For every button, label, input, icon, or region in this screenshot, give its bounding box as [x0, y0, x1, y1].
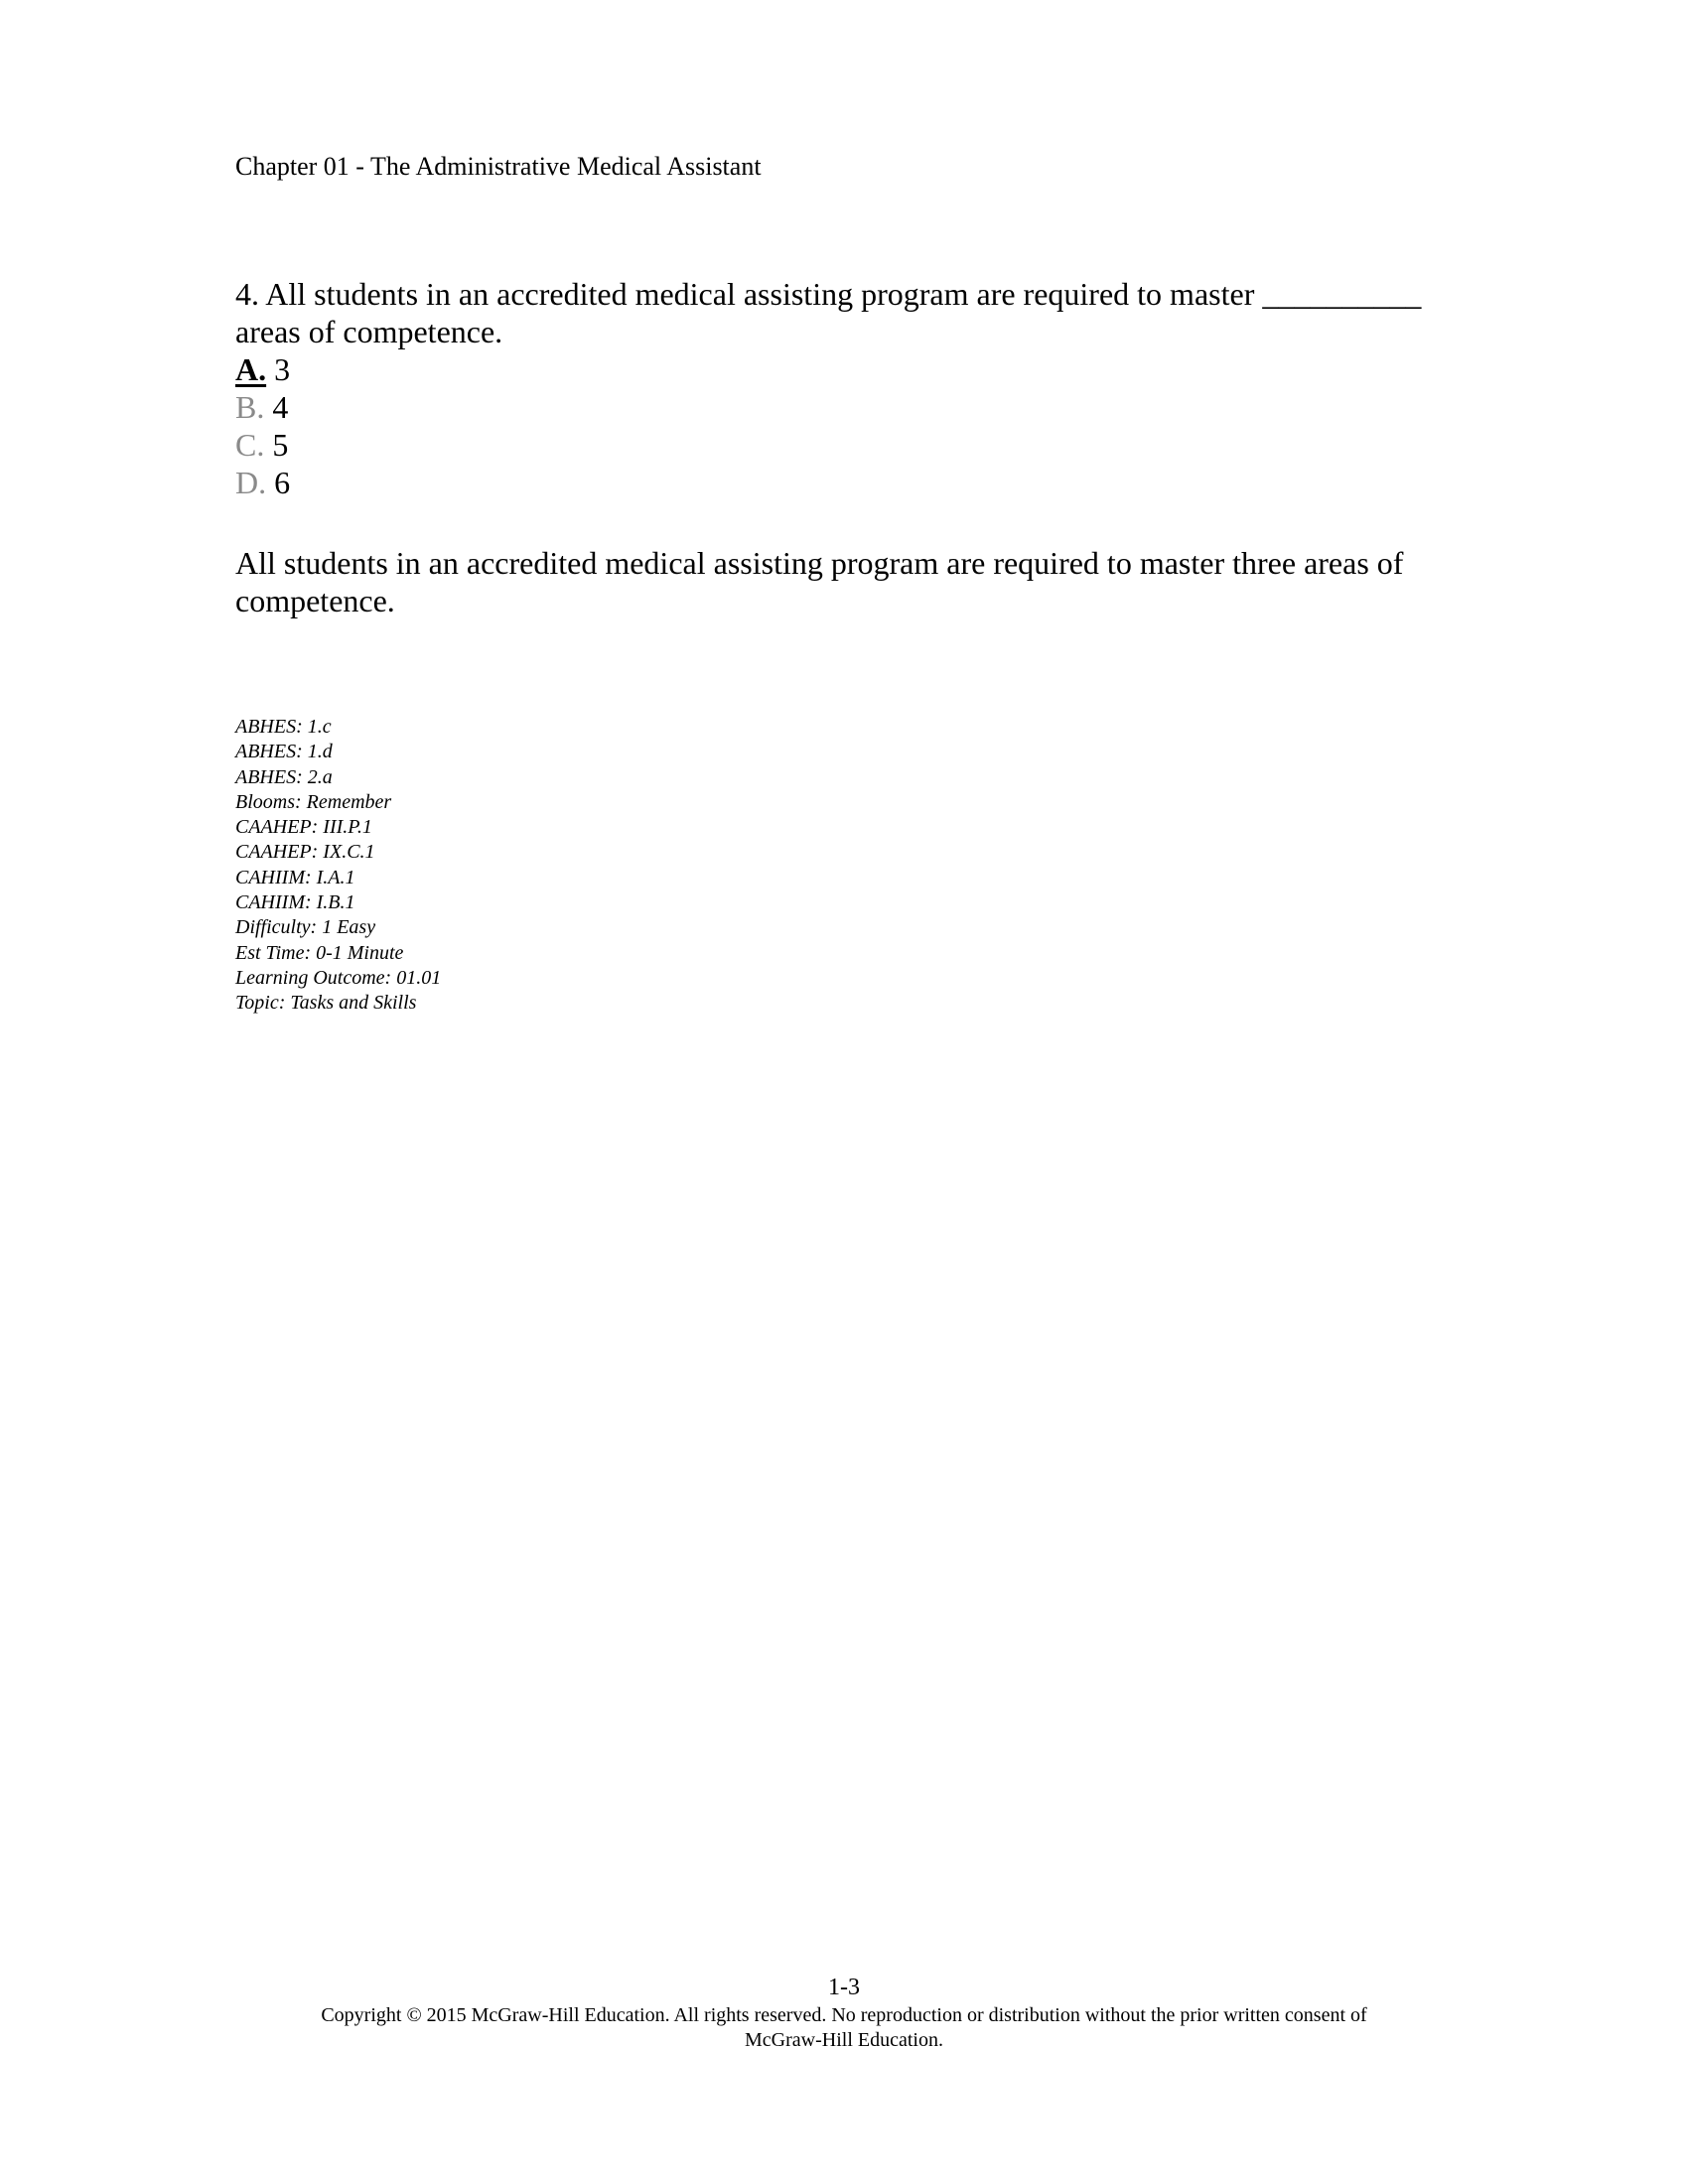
page-number: 1-3	[828, 1975, 860, 2000]
metadata-line: Est Time: 0-1 Minute	[235, 941, 404, 964]
metadata-line: Difficulty: 1 Easy	[235, 916, 376, 939]
metadata-line: CAAHEP: IX.C.1	[235, 841, 375, 864]
chapter-title: Chapter 01 - The Administrative Medical Assistant	[235, 152, 762, 181]
metadata-line: Topic: Tasks and Skills	[235, 992, 417, 1015]
option-c	[235, 426, 290, 464]
copyright-line-1: Copyright © 2015 McGraw-Hill Education. All rights reserved. No reproduction or distribution without the prior written consent of	[321, 2004, 1367, 2026]
metadata-line: CAAHEP: III.P.1	[235, 816, 372, 839]
answer-explanation: All students in an accredited medical assisting program are required to master three areas of competence.	[235, 545, 1404, 618]
copyright-notice	[258, 2003, 1430, 2053]
option-a	[235, 350, 290, 388]
option-b-value: 4	[272, 389, 289, 425]
option-c-letter: C.	[235, 427, 265, 463]
metadata-line: Blooms: Remember	[235, 790, 392, 813]
option-b-letter: B.	[235, 389, 265, 425]
metadata-line: ABHES: 2.a	[235, 765, 333, 788]
option-c-value: 5	[272, 427, 289, 463]
metadata-line: ABHES: 1.c	[235, 716, 332, 738]
metadata-line: Learning Outcome: 01.01	[235, 966, 442, 989]
option-d-letter: D.	[235, 465, 267, 500]
option-d	[235, 464, 290, 501]
copyright-line-2: McGraw-Hill Education.	[745, 2029, 943, 2051]
metadata-line: CAHIIM: I.A.1	[235, 866, 355, 888]
question-text: 4. All students in an accredited medical assisting program are required to master __________ areas of competence.	[235, 276, 1422, 349]
option-a-value: 3	[274, 351, 291, 387]
answer-options	[235, 350, 290, 501]
option-b	[235, 388, 290, 426]
option-a-letter: A.	[235, 351, 267, 387]
option-d-value: 6	[274, 465, 291, 500]
metadata-line: ABHES: 1.d	[235, 741, 333, 763]
question-metadata	[235, 715, 441, 1017]
metadata-line: CAHIIM: I.B.1	[235, 891, 355, 914]
